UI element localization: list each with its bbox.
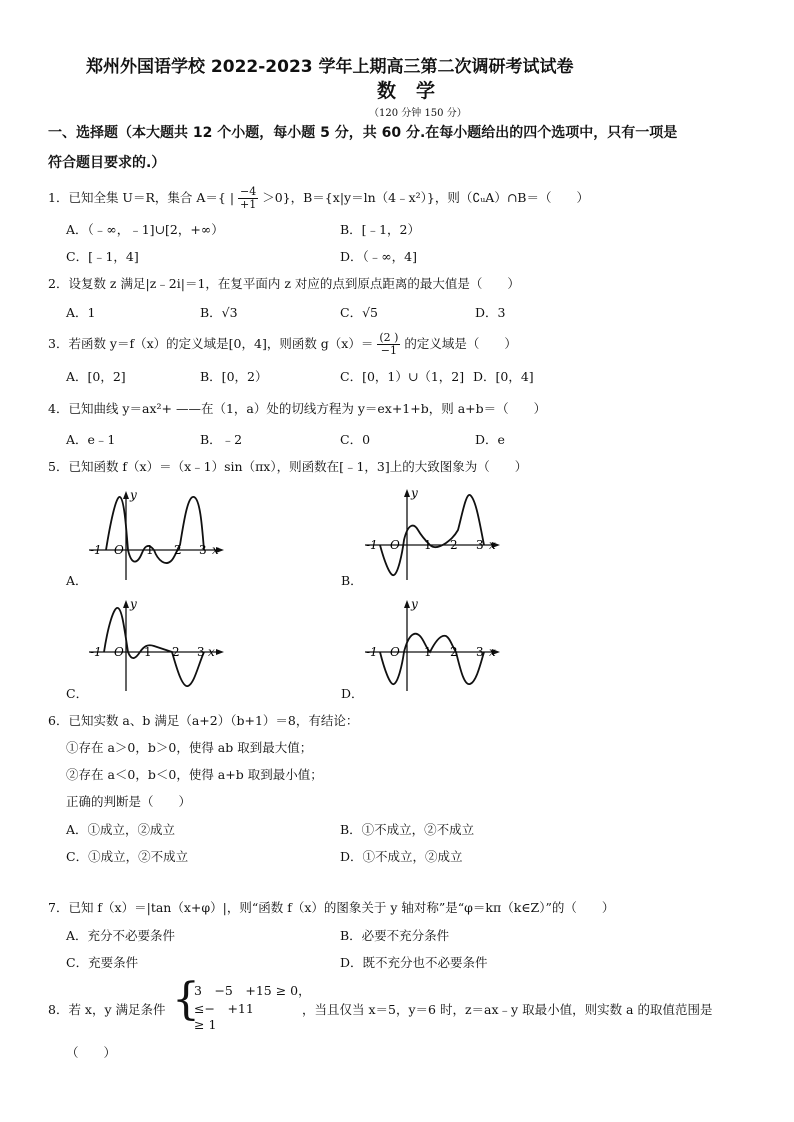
graph-b-tick-3: 3 — [476, 538, 484, 552]
q3-option-d: D．[0，4] — [473, 369, 534, 384]
graph-c — [84, 596, 234, 696]
question-4: 4．已知曲线 y＝ax²+ ——在（1，a）处的切线方程为 y＝ex+1+b，则 a+b＝（ ） — [48, 401, 547, 416]
graph-c-x-label: x — [208, 645, 215, 659]
question-3 — [48, 332, 517, 357]
q1-option-a: A．（﹣∞，﹣1]∪[2，+∞） — [66, 222, 224, 237]
q7-option-a: A．充分不必要条件 — [66, 928, 176, 943]
graph-c-tick-m1: -1 — [90, 645, 102, 659]
graph-b-curve — [380, 495, 484, 575]
q3-option-c: C．[0，1）∪（1，2] — [340, 369, 465, 384]
graph-a-tick-1: 1 — [146, 543, 154, 557]
section-heading-line1: 一、选择题（本大题共 12 个小题，每小题 5 分，共 60 分.在每小题给出的四个选项中，只有一项是 — [48, 125, 678, 141]
graph-a-tick-2: 2 — [174, 543, 182, 557]
q3-pre: 3．若函数 y＝f（x）的定义域是[0，4]，则函数 g（x）＝ — [48, 336, 374, 351]
graph-d-y-arrow — [404, 600, 410, 608]
graph-a-y-arrow — [123, 491, 129, 499]
graph-c-tick-3: 3 — [197, 645, 205, 659]
graph-c-x-arrow — [216, 649, 224, 655]
q4-option-d: D．e — [475, 432, 505, 447]
q2-option-a: A．1 — [66, 305, 96, 320]
q7-option-d: D．既不充分也不必要条件 — [340, 955, 488, 970]
q5-option-b: B． — [341, 573, 363, 588]
q4-option-b: B．﹣2 — [200, 432, 243, 447]
q8-condition-3: ≥ 1 — [194, 1017, 217, 1032]
q6-option-b: B．①不成立，②不成立 — [340, 822, 475, 837]
graph-d-y-label: y — [411, 597, 418, 611]
graph-a — [84, 485, 234, 585]
subject-title: 数学 — [377, 80, 456, 102]
graph-d-tick-1: 1 — [424, 645, 432, 659]
q5-option-d: D． — [341, 686, 364, 701]
q1-frac-den: +1 — [240, 198, 257, 211]
q8-answer-paren: （ ） — [66, 1045, 117, 1060]
section-heading-line2: 符合题目要求的.） — [48, 155, 166, 171]
graph-c-origin: O — [114, 645, 124, 659]
question-1 — [48, 186, 589, 211]
q6-statement-2: ②存在 a＜0，b＜0，使得 a+b 取到最小值； — [66, 767, 323, 782]
exam-title: 郑州外国语学校 2022-2023 学年上期高三第二次调研考试试卷 — [86, 57, 574, 77]
graph-b-tick-1: 1 — [424, 538, 432, 552]
graph-d-tick-m1: -1 — [366, 645, 378, 659]
q5-option-a: A． — [66, 573, 88, 588]
q6-option-d: D．①不成立，②成立 — [340, 849, 463, 864]
time-score: （120 分钟 150 分） — [369, 108, 467, 119]
question-2: 2．设复数 z 满足|z﹣2i|＝1，在复平面内 z 对应的点到原点距离的最大值是（ ） — [48, 276, 520, 291]
graph-b-x-label: x — [489, 538, 496, 552]
q4-option-a: A．e﹣1 — [66, 432, 116, 447]
q1-frac-num: −4 — [240, 185, 257, 198]
q2-option-d: D．3 — [475, 305, 506, 320]
graph-b-y-label: y — [411, 486, 418, 500]
graph-b — [360, 485, 510, 585]
q1-bar: | — [229, 190, 235, 205]
q1-pre: 1．已知全集 U＝R，集合 A＝{ — [48, 190, 226, 205]
graph-a-x-label: x — [212, 543, 219, 557]
graph-a-tick-3: 3 — [199, 543, 207, 557]
q8-brace: { — [172, 974, 200, 1025]
q1-option-c: C．[﹣1，4] — [66, 249, 139, 264]
q8-condition-1: 3 −5 +15 ≥ 0， — [194, 983, 311, 998]
q2-option-b: B．√3 — [200, 305, 238, 320]
q7-option-b: B．必要不充分条件 — [340, 928, 450, 943]
q3-option-b: B．[0，2） — [200, 369, 268, 384]
q3-post: 的定义域是（ ） — [404, 336, 517, 351]
graph-b-tick-2: 2 — [450, 538, 458, 552]
graph-c-tick-1: 1 — [144, 645, 152, 659]
q3-option-a: A．[0，2] — [66, 369, 126, 384]
q2-option-c: C．√5 — [340, 305, 378, 320]
q5-option-c: C． — [66, 686, 89, 701]
q6-option-c: C．①成立，②不成立 — [66, 849, 189, 864]
graph-b-tick-m1: -1 — [366, 538, 378, 552]
graph-a-tick-m1: -1 — [90, 543, 102, 557]
graph-d — [360, 596, 510, 696]
q3-frac-den: −1 — [380, 344, 397, 357]
question-7: 7．已知 f（x）＝|tan（x+φ）|，则“函数 f（x）的图象关于 y 轴对称”是“φ＝kπ（k∈Z）”的（ ） — [48, 900, 615, 915]
graph-d-tick-2: 2 — [450, 645, 458, 659]
graph-d-x-label: x — [489, 645, 496, 659]
graph-b-y-arrow — [404, 489, 410, 497]
graph-a-y-label: y — [130, 488, 137, 502]
graph-c-y-label: y — [130, 597, 137, 611]
q3-frac-num: (2 ) — [379, 331, 399, 344]
q1-option-b: B．[﹣1，2） — [340, 222, 420, 237]
q1-option-d: D．（﹣∞，4] — [340, 249, 418, 264]
question-5: 5．已知函数 f（x）＝（x﹣1）sin（πx），则函数在[﹣1，3]上的大致图象为（ ） — [48, 459, 528, 474]
q8-condition-2: ≤− +11 — [194, 1001, 254, 1016]
q7-option-c: C．充要条件 — [66, 955, 139, 970]
question-6: 6．已知实数 a、b 满足（a+2）（b+1）＝8，有结论： — [48, 713, 359, 728]
q4-option-c: C．0 — [340, 432, 371, 447]
graph-a-origin: O — [114, 543, 124, 557]
q3-fraction — [377, 332, 400, 357]
question-8-lead: 8．若 x，y 满足条件 — [48, 1002, 166, 1017]
q6-statement-1: ①存在 a＞0，b＞0，使得 ab 取到最大值； — [66, 740, 313, 755]
graph-d-origin: O — [390, 645, 400, 659]
q6-prompt: 正确的判断是（ ） — [66, 794, 192, 809]
q1-fraction — [238, 186, 258, 211]
q1-post: ＞0}，B＝{x|y＝ln（4﹣x²）}，则（∁ᵤA）∩B＝（ ） — [262, 190, 589, 205]
question-8-tail: ，当且仅当 x＝5，y＝6 时，z＝ax﹣y 取最小值，则实数 a 的取值范围是 — [302, 1002, 713, 1017]
graph-d-tick-3: 3 — [476, 645, 484, 659]
q6-option-a: A．①成立，②成立 — [66, 822, 176, 837]
graph-b-origin: O — [390, 538, 400, 552]
graph-c-y-arrow — [123, 600, 129, 608]
graph-c-tick-2: 2 — [172, 645, 180, 659]
